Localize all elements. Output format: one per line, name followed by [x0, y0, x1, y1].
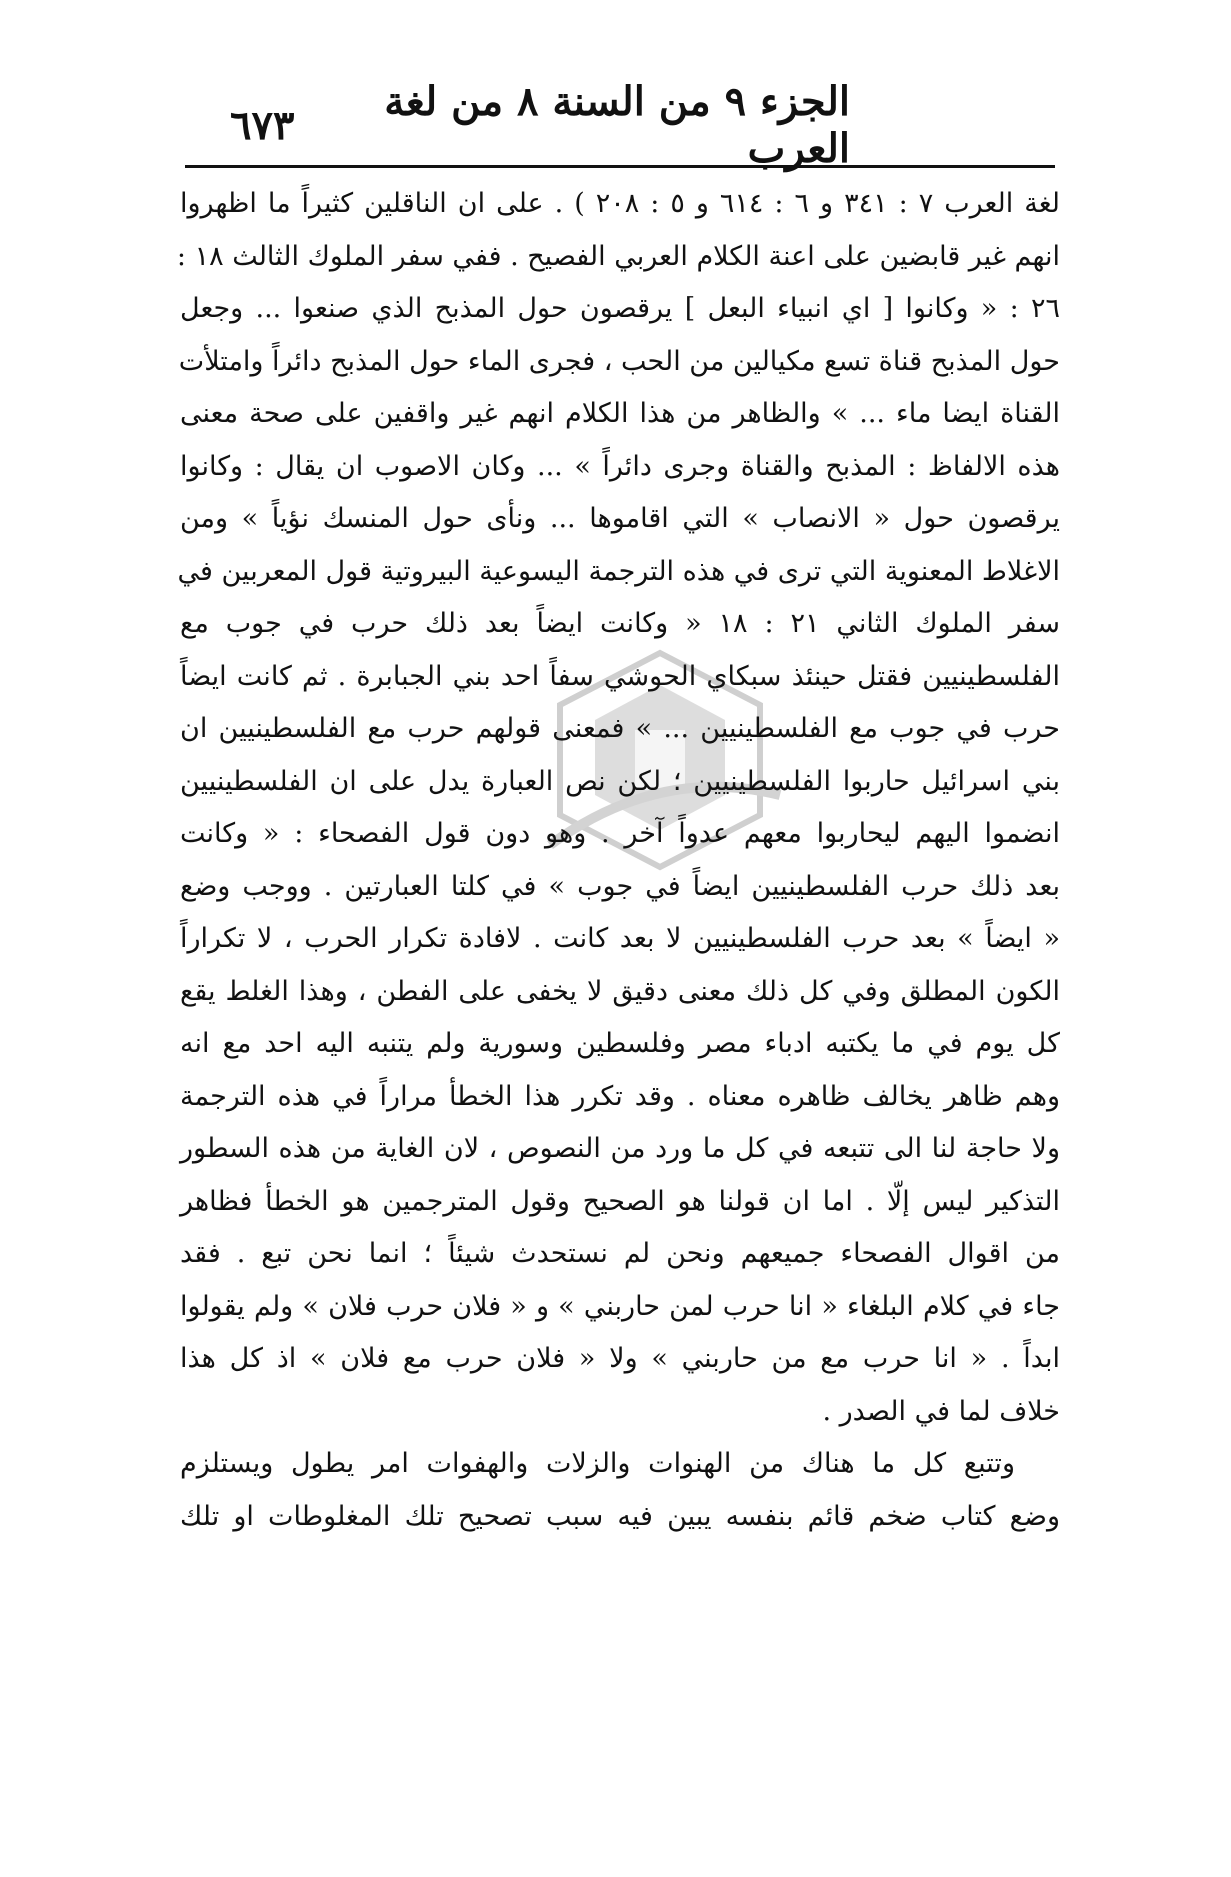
- body-text: [176, 178, 1060, 1543]
- text-line: « ايضاً » بعد حرب الفلسطينيين لا بعد كانت . لافادة تكرار الحرب ، لا تكراراً: [180, 923, 1060, 954]
- text-line: جاء في كلام البلغاء « انا حرب لمن حاربني » و « فلان حرب فلان » ولم يقولوا: [180, 1290, 1060, 1322]
- text-line: كل يوم في ما يكتبه ادباء مصر وفلسطين وسورية ولم يتنبه اليه احد مع انه: [180, 1028, 1060, 1059]
- text-line: وضع كتاب ضخم قائم بنفسه يبين فيه سبب تصحيح تلك المغلوطات او تلك: [180, 1500, 1060, 1532]
- text-line: ولا حاجة لنا الى تتبعه في كل ما ورد من النصوص ، لان الغاية من هذه السطور: [180, 1133, 1060, 1164]
- text-line: انضموا اليهم ليحاربوا معهم عدواً آخر . وهو دون قول الفصحاء : « وكانت: [180, 818, 1060, 849]
- paragraph-2: [180, 1438, 1060, 1543]
- text-line: ابداً . « انا حرب مع من حاربني » ولا « فلان حرب مع فلان » اذ كل هذا: [180, 1343, 1060, 1374]
- text-line: خلاف لما في الصدر .: [822, 1395, 1060, 1427]
- text-line: القناة ايضا ماء ... » والظاهر من هذا الكلام انهم غير واقفين على صحة معنى: [180, 398, 1060, 429]
- paragraph-1: [176, 178, 1060, 1438]
- text-line: الكون المطلق وفي كل ذلك معنى دقيق لا يخفى على الفطن ، وهذا الغلط يقع: [180, 975, 1060, 1007]
- text-line: هذه الالفاظ : المذبح والقناة وجرى دائراً » ... وكان الاصوب ان يقال : وكانوا: [180, 450, 1060, 482]
- text-line: وتتبع كل ما هناك من الهنوات والزلات والهفوات امر يطول ويستلزم: [180, 1448, 1015, 1479]
- text-line: بني اسرائيل حاربوا الفلسطينيين ؛ لكن نص العبارة يدل على ان الفلسطينيين: [180, 765, 1060, 797]
- text-line: انهم غير قابضين على اعنة الكلام العربي الفصيح . ففي سفر الملوك الثالث ١٨ :: [176, 240, 1060, 272]
- text-line: حول المذبح قناة تسع مكيالين من الحب ، فجرى الماء حول المذبح دائراً وامتلأت: [178, 345, 1060, 377]
- text-line: الفلسطينيين فقتل حينئذ سبكاي الحوشي سفاً احد بني الجبابرة . ثم كانت ايضاً: [180, 660, 1060, 692]
- text-line: حرب في جوب مع الفلسطينيين ... » فمعنى قولهم حرب مع الفلسطينيين ان: [180, 713, 1060, 744]
- text-line: لغة العرب ٧ : ٣٤١ و ٦ : ٦١٤ و ٥ : ٢٠٨ ) . على ان الناقلين كثيراً ما اظهروا: [180, 188, 1060, 219]
- page-number: ٦٧٣: [230, 101, 295, 149]
- text-line: من اقوال الفصحاء جميعهم ونحن لم نستحدث شيئاً ؛ انما نحن تبع . فقد: [180, 1238, 1060, 1269]
- text-line: ٢٦ : « وكانوا [ اي انبياء البعل ] يرقصون حول المذبح الذي صنعوا ... وجعل: [180, 293, 1060, 324]
- text-line: وهم ظاهر يخالف ظاهره معناه . وقد تكرر هذا الخطأ مراراً في هذه الترجمة: [180, 1080, 1060, 1112]
- text-line: الاغلاط المعنوية التي ترى في هذه الترجمة اليسوعية البيروتية قول المعربين في: [177, 555, 1060, 587]
- text-line: يرقصون حول « الانصاب » التي اقاموها ... ونأى حول المنسك نؤياً » ومن: [180, 503, 1060, 534]
- running-title: الجزء ٩ من السنة ٨ من لغة العرب: [384, 78, 850, 172]
- text-line: التذكير ليس إلّا . اما ان قولنا هو الصحيح وقول المترجمين هو الخطأ فظاهر: [180, 1185, 1060, 1217]
- text-line: سفر الملوك الثاني ٢١ : ١٨ « وكانت ايضاً بعد ذلك حرب في جوب مع: [180, 608, 1060, 639]
- header-rule: [185, 165, 1055, 168]
- text-line: بعد ذلك حرب الفلسطينيين ايضاً في جوب » في كلتا العبارتين . ووجب وضع: [180, 870, 1060, 902]
- page-header: [230, 78, 850, 172]
